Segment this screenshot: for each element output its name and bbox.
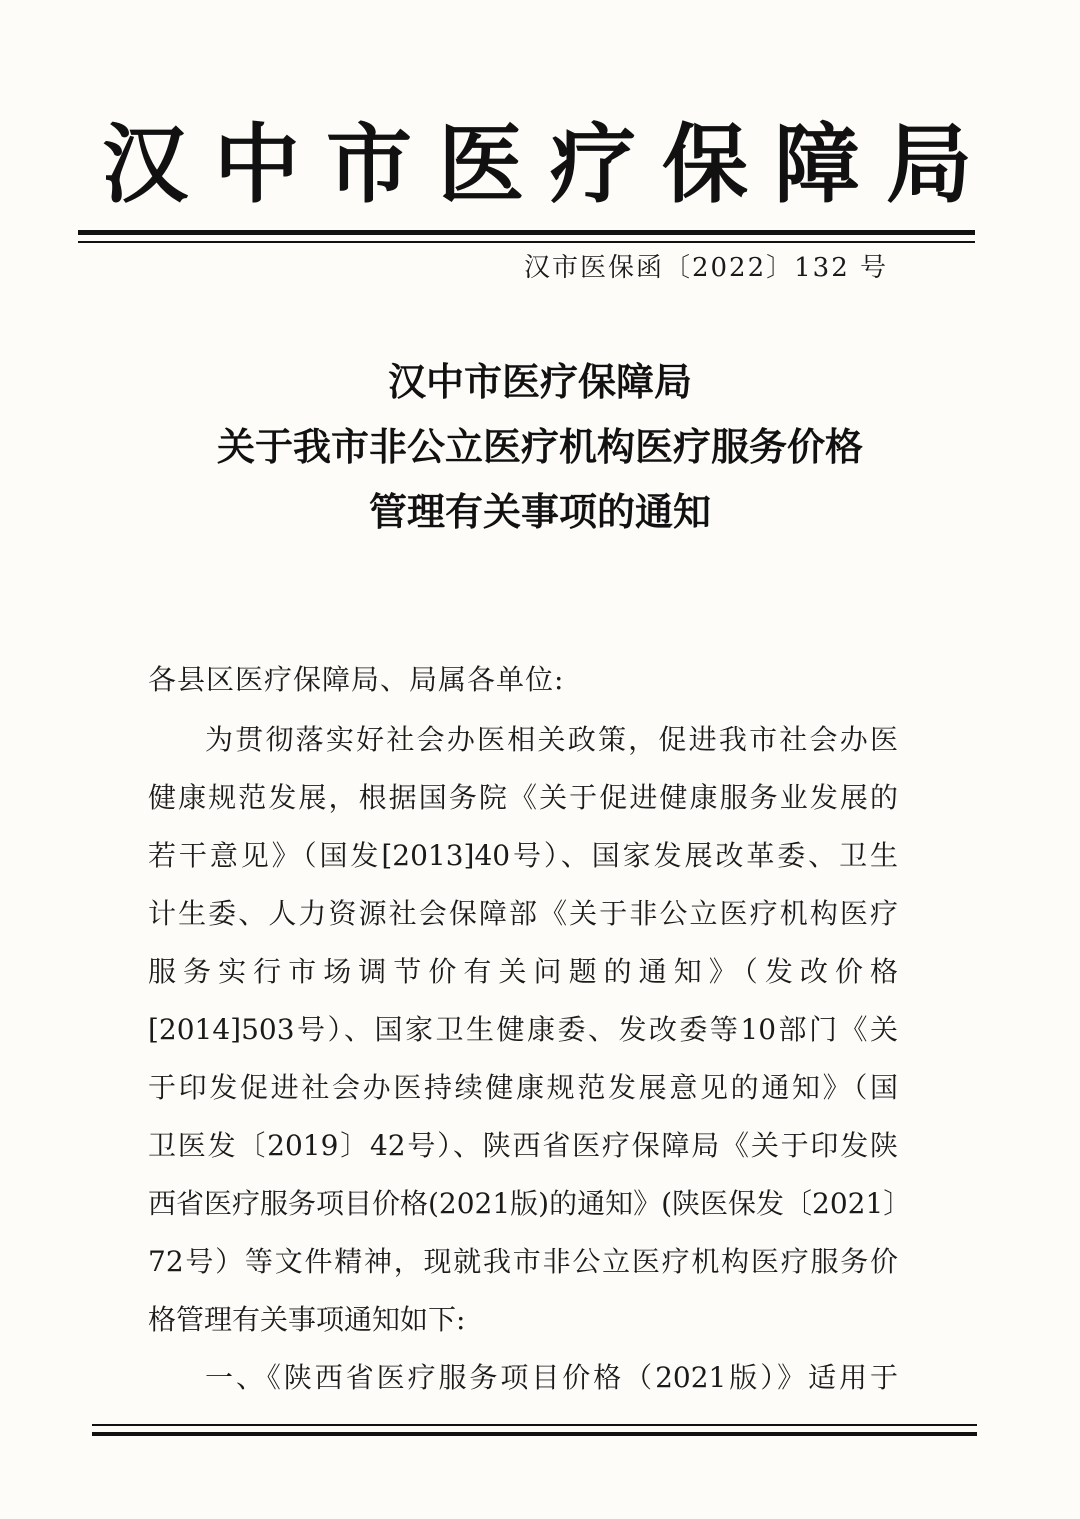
- body-line: 服务实行市场调节价有关问题的通知》（发改价格: [148, 955, 898, 988]
- body-line: 若干意见》（国发[2013]40号）、国家发展改革委、卫生: [148, 839, 898, 872]
- body-line: 西省医疗服务项目价格(2021版)的通知》(陕医保发〔2021〕: [148, 1187, 912, 1220]
- title-line: 关于我市非公立医疗机构医疗服务价格: [216, 425, 863, 469]
- body-line: 一、《陕西省医疗服务项目价格（2021版）》适用于: [205, 1361, 898, 1394]
- body-line: 72号）等文件精神，现就我市非公立医疗机构医疗服务价: [148, 1245, 898, 1278]
- document-number: 汉市医保函〔2022〕132 号: [523, 253, 888, 283]
- body-line: 计生委、人力资源社会保障部《关于非公立医疗机构医疗: [148, 897, 898, 930]
- body-line: 卫医发〔2019〕42号）、陕西省医疗保障局《关于印发陕: [148, 1129, 898, 1162]
- footer-rule-thin: [92, 1424, 977, 1426]
- body-line: 格管理有关事项通知如下:: [148, 1303, 466, 1336]
- title-line: 汉中市医疗保障局: [387, 360, 692, 404]
- header-rule-thick: [78, 230, 975, 235]
- title-line: 管理有关事项的通知: [368, 490, 711, 534]
- body-line: [2014]503号）、国家卫生健康委、发改委等10部门《关: [148, 1013, 898, 1046]
- footer-rule-thick: [92, 1432, 977, 1436]
- body-line: 于印发促进社会办医持续健康规范发展意见的通知》（国: [148, 1071, 898, 1104]
- body-line: 为贯彻落实好社会办医相关政策，促进我市社会办医: [205, 723, 898, 756]
- body-line: 健康规范发展，根据国务院《关于促进健康服务业发展的: [148, 781, 898, 814]
- masthead-title: 汉中市医疗保障局: [102, 114, 998, 215]
- salutation: 各县区医疗保障局、局属各单位:: [148, 663, 565, 696]
- header-rule-thin: [78, 241, 975, 243]
